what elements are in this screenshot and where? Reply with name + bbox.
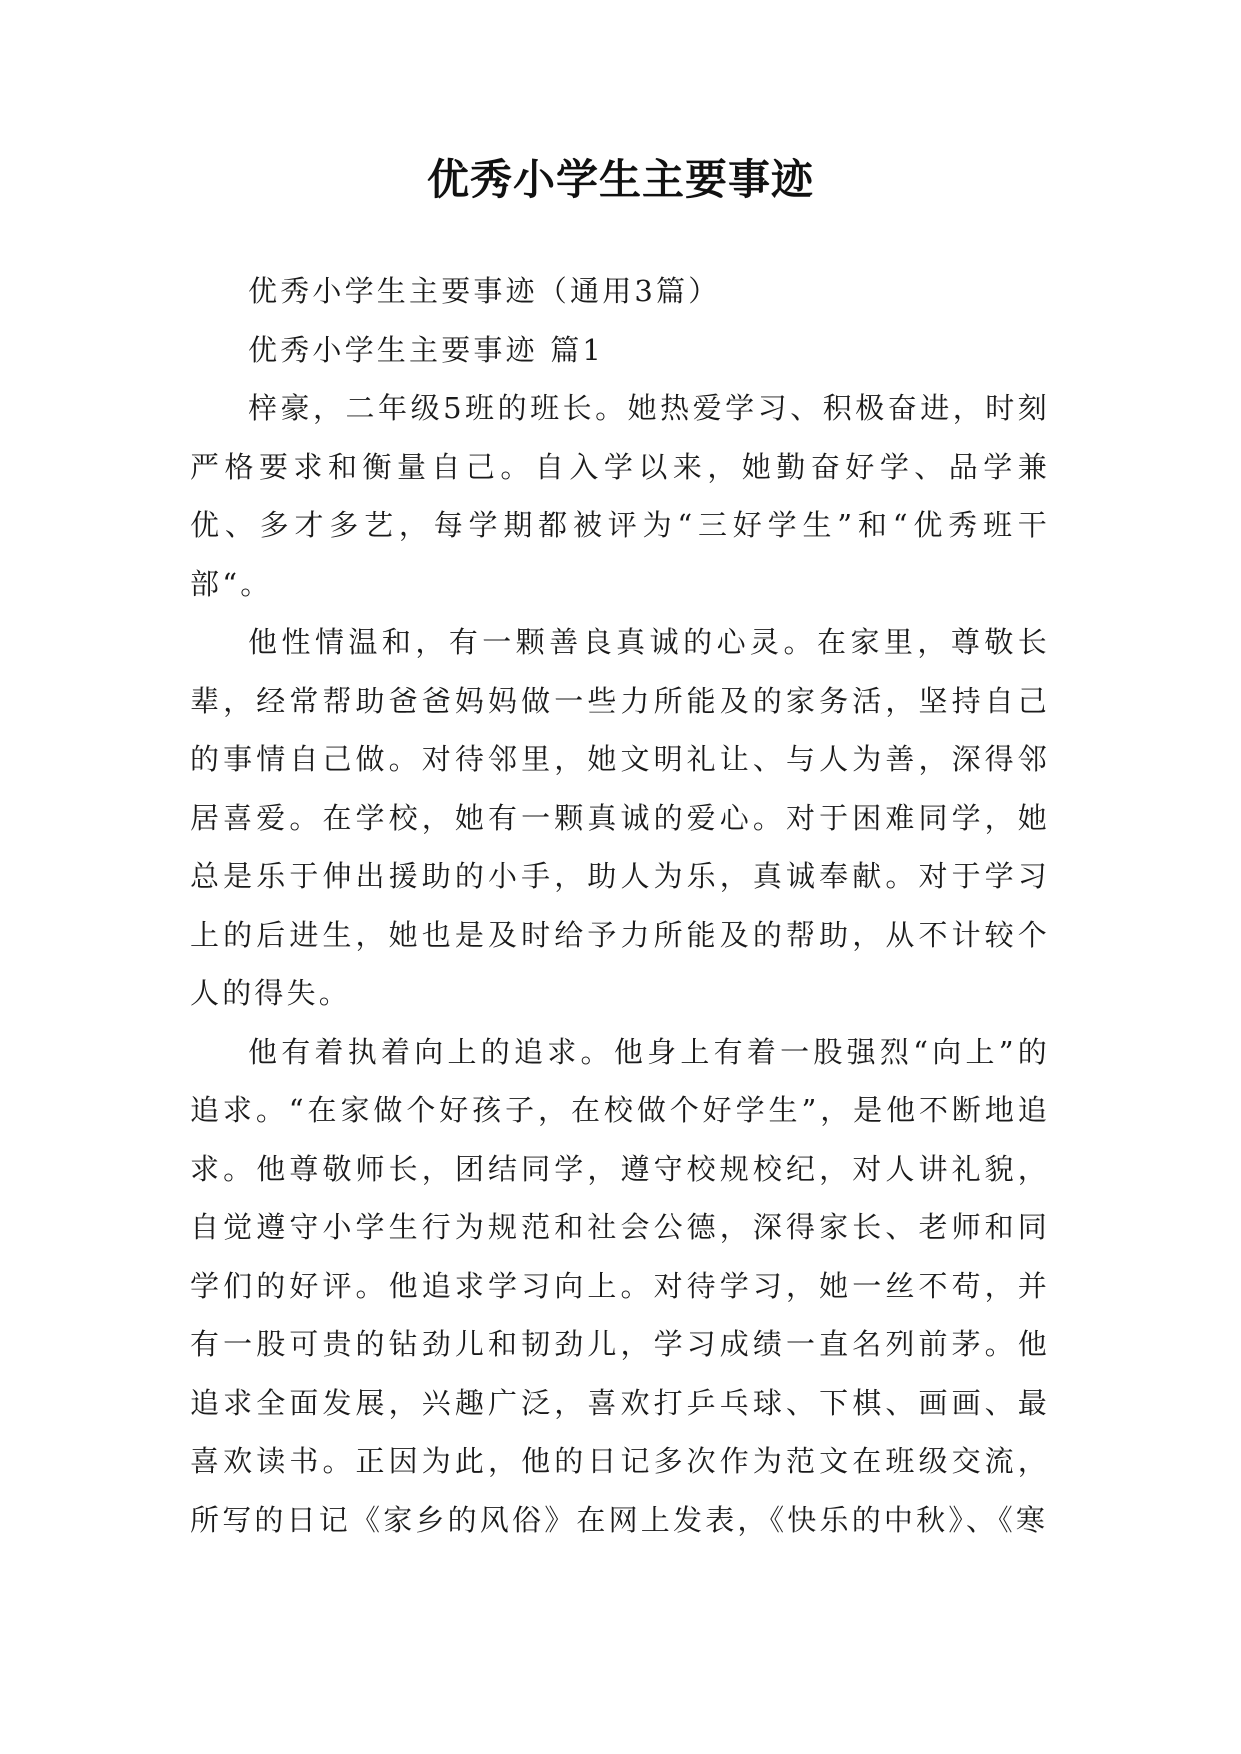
document-body: [190, 262, 1050, 1549]
body-paragraph: 梓豪，二年级5班的班长。她热爱学习、积极奋进，时刻严格要求和衡量自己。自入学以来，她勤奋好学、品学兼优、多才多艺，每学期都被评为“三好学生”和“优秀班干部“。: [190, 391, 1050, 601]
body-paragraph: 他有着执着向上的追求。他身上有着一股强烈“向上”的追求。“在家做个好孩子，在校做个好学生”，是他不断地追求。他尊敬师长，团结同学，遵守校规校纪，对人讲礼貌，自觉遵守小学生行为规范和社会公德，深得家长、老师和同学们的好评。他追求学习向上。对待学习，她一丝不苟，并有一股可贵的钻劲儿和韧劲儿，学习成绩一直名列前茅。他追求全面发展，兴趣广泛，喜欢打乒乓球、下棋、画画、最喜欢读书。正因为此，他的日记多次作为范文在班级交流，所写的日记《家乡的风俗》在网上发表，《快乐的中秋》、《寒: [190, 1034, 1050, 1537]
subtitle-paragraph: 优秀小学生主要事迹（通用3篇）: [248, 274, 721, 308]
body-paragraph: 他性情温和，有一颗善良真诚的心灵。在家里，尊敬长辈，经常帮助爸爸妈妈做一些力所能及的家务活，坚持自己的事情自己做。对待邻里，她文明礼让、与人为善，深得邻居喜爱。在学校，她有一颗真诚的爱心。对于困难同学，她总是乐于伸出援助的小手，助人为乐，真诚奉献。对于学习上的后进生，她也是及时给予力所能及的帮助，从不计较个人的得失。: [190, 625, 1050, 1010]
document-title: 优秀小学生主要事迹: [426, 155, 814, 204]
section-heading: 优秀小学生主要事迹 篇1: [248, 332, 605, 367]
